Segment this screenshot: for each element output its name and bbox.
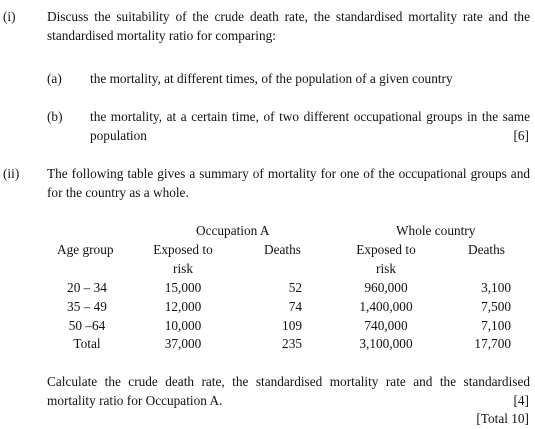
part-ii-marks: [4] xyxy=(513,393,529,408)
group-header-whole-country: Whole country xyxy=(396,223,476,238)
group-header-occupation-a: Occupation A xyxy=(196,223,270,238)
item-a-label: (a) xyxy=(47,71,62,86)
col-header-occ-exposed: Exposed to risk xyxy=(153,242,213,276)
item-b-label: (b) xyxy=(47,109,63,124)
part-i-text: Discuss the suitability of the crude death rate, the standardised mortality rate and the standardised mortality ratio for comparing: xyxy=(47,9,530,43)
part-ii-question: Calculate the crude death rate, the standardised mortality rate and the standardised mortality ratio for Occupation A. xyxy=(47,374,530,408)
col-header-age-group: Age group xyxy=(57,242,114,257)
total-marks: [Total 10] xyxy=(476,411,529,426)
part-ii-text: The following table gives a summary of mortality for one of the occupational groups and for the country as a whole. xyxy=(47,166,530,200)
col-header-occ-deaths: Deaths xyxy=(264,242,301,257)
col-header-wc-deaths: Deaths xyxy=(468,242,505,257)
part-i-marks: [6] xyxy=(513,128,529,143)
item-a-text: the mortality, at different times, of the population of a given country xyxy=(90,71,453,86)
part-ii-label: (ii) xyxy=(3,166,20,181)
col-header-wc-exposed: Exposed to risk xyxy=(356,242,416,276)
part-i-label: (i) xyxy=(3,9,16,24)
item-b-text: the mortality, at a certain time, of two different occupational groups in the same population xyxy=(90,109,530,143)
